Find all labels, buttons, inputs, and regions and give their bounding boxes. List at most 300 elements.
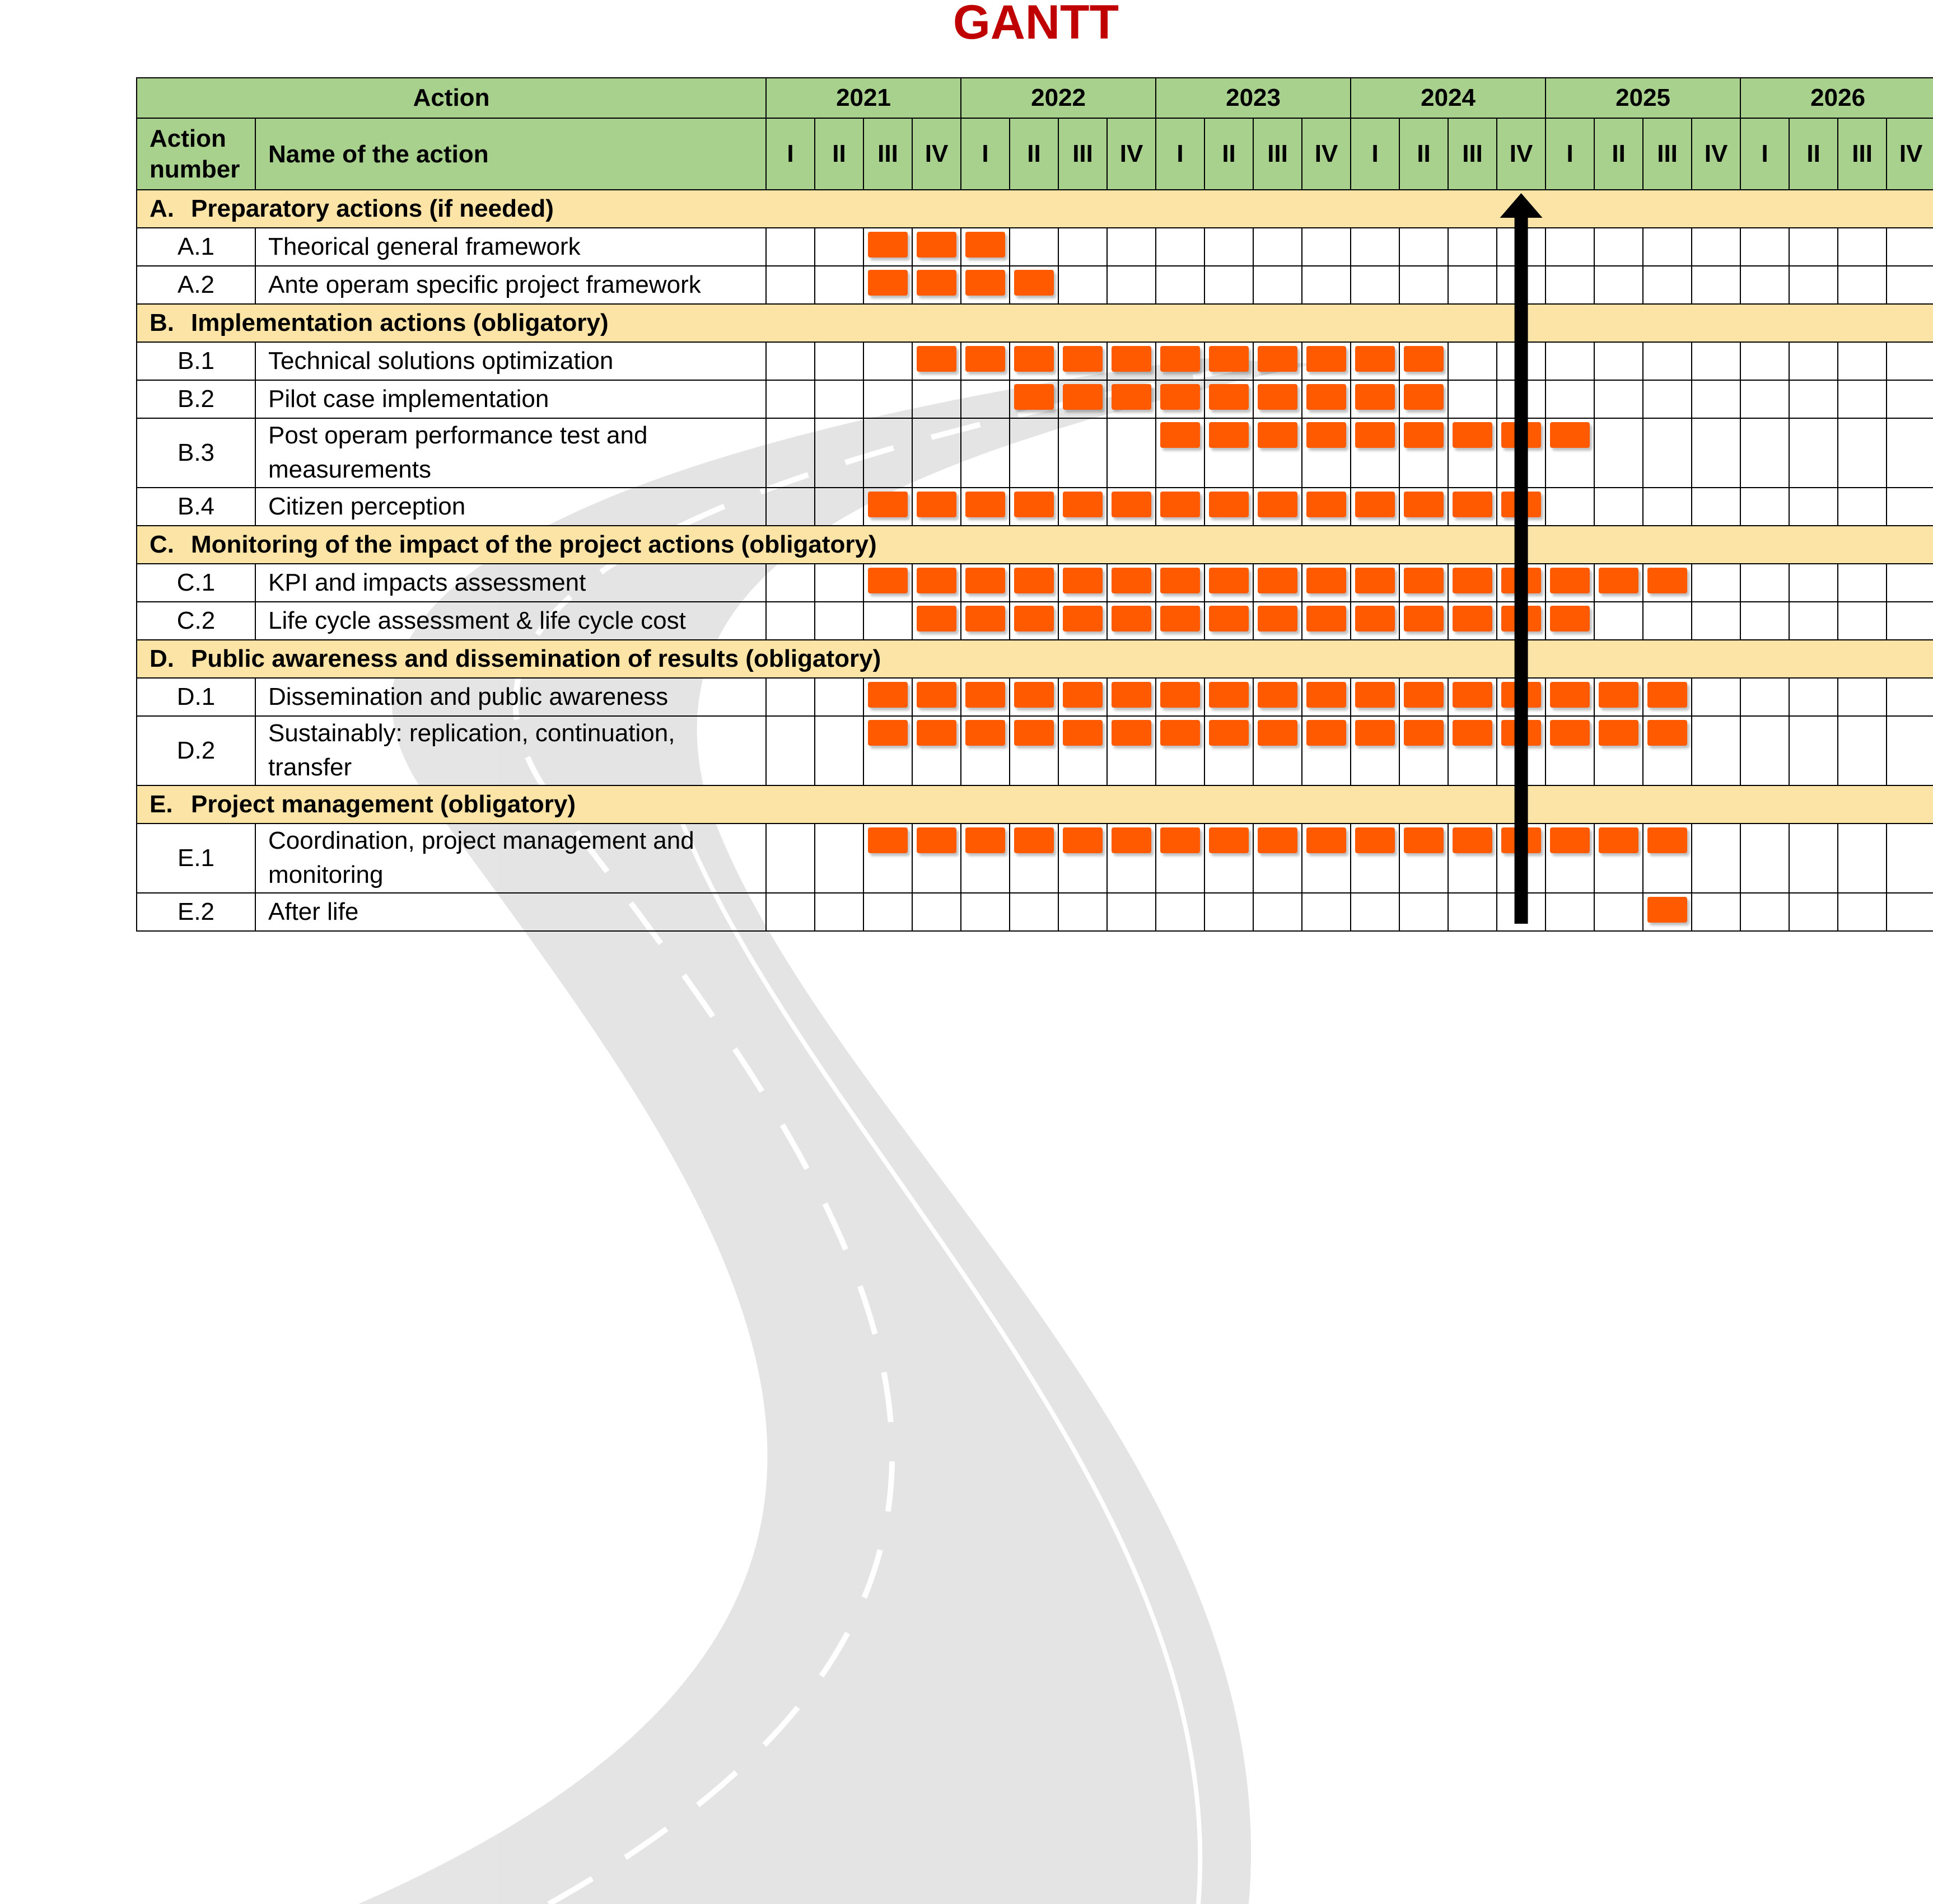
timeline-cell — [815, 342, 863, 380]
section-row — [137, 526, 1933, 564]
gantt-bar — [965, 346, 1005, 372]
timeline-cell — [1058, 228, 1107, 266]
timeline-cell — [1789, 824, 1838, 893]
timeline-cell — [961, 418, 1010, 488]
timeline-cell — [1204, 380, 1253, 418]
gantt-bar — [965, 568, 1005, 593]
timeline-cell — [1643, 564, 1692, 602]
section-title — [137, 304, 1933, 342]
gantt-bar — [1647, 720, 1687, 746]
timeline-cell — [1010, 266, 1058, 304]
timeline-cell — [1448, 380, 1497, 418]
header-quarter-2021-I: I — [766, 118, 815, 190]
section-title — [137, 526, 1933, 564]
timeline-cell — [1351, 602, 1399, 640]
gantt-bar — [868, 568, 908, 593]
timeline-cell — [1594, 380, 1643, 418]
timeline-cell — [1887, 488, 1933, 526]
header-quarter-2026-IV: IV — [1887, 118, 1933, 190]
timeline-cell — [1010, 228, 1058, 266]
timeline-cell — [1448, 824, 1497, 893]
timeline-cell — [1887, 342, 1933, 380]
gantt-bar — [1063, 492, 1103, 517]
gantt-bar — [1112, 568, 1151, 593]
gantt-bar — [1501, 827, 1541, 853]
header-year-2024: 2024 — [1351, 78, 1546, 118]
section-title — [137, 785, 1933, 824]
timeline-cell — [1399, 228, 1448, 266]
gantt-bar — [1014, 606, 1054, 631]
action-name: Theorical general framework — [255, 228, 766, 266]
timeline-cell — [1838, 266, 1887, 304]
gantt-bar — [1209, 346, 1249, 372]
gantt-bar — [1453, 827, 1492, 853]
gantt-bar — [1258, 682, 1297, 708]
gantt-bar — [1501, 606, 1541, 631]
gantt-bar — [1160, 827, 1200, 853]
timeline-cell — [1302, 602, 1351, 640]
timeline-cell — [1302, 228, 1351, 266]
gantt-bar — [1160, 682, 1200, 708]
gantt-bar — [917, 492, 956, 517]
gantt-bar — [1355, 384, 1395, 410]
gantt-bar — [1404, 346, 1444, 372]
timeline-cell — [1302, 678, 1351, 716]
gantt-bar — [1355, 827, 1395, 853]
gantt-bar — [1258, 492, 1297, 517]
header-quarter-2025-I: I — [1546, 118, 1594, 190]
timeline-cell — [912, 678, 961, 716]
timeline-cell — [1107, 266, 1156, 304]
action-row — [137, 266, 1933, 304]
gantt-bar — [965, 232, 1005, 258]
timeline-cell — [1156, 716, 1204, 785]
timeline-cell — [1740, 418, 1789, 488]
timeline-cell — [1156, 228, 1204, 266]
page-title: GANTT — [953, 0, 1119, 49]
gantt-bar — [965, 492, 1005, 517]
gantt-bar — [1063, 606, 1103, 631]
action-row — [137, 564, 1933, 602]
timeline-cell — [1302, 380, 1351, 418]
gantt-bar — [1404, 720, 1444, 746]
timeline-cell — [1692, 418, 1740, 488]
timeline-cell — [766, 716, 815, 785]
timeline-cell — [1010, 602, 1058, 640]
header-quarter-2022-III: III — [1058, 118, 1107, 190]
gantt-bar — [1306, 606, 1346, 631]
gantt-bar — [917, 346, 956, 372]
timeline-cell — [961, 716, 1010, 785]
gantt-bar — [1501, 682, 1541, 708]
gantt-bar — [1501, 568, 1541, 593]
timeline-cell — [1546, 342, 1594, 380]
timeline-cell — [1302, 418, 1351, 488]
timeline-cell — [1887, 418, 1933, 488]
timeline-cell — [1887, 380, 1933, 418]
gantt-bar — [1160, 346, 1200, 372]
action-name: Life cycle assessment & life cycle cost — [255, 602, 766, 640]
timeline-cell — [1010, 678, 1058, 716]
gantt-bar — [1209, 492, 1249, 517]
timeline-cell — [1253, 564, 1302, 602]
gantt-bar — [1258, 720, 1297, 746]
timeline-cell — [961, 824, 1010, 893]
gantt-bar — [868, 270, 908, 296]
timeline-cell — [1448, 564, 1497, 602]
timeline-cell — [815, 716, 863, 785]
timeline-cell — [1204, 602, 1253, 640]
action-name: Technical solutions optimization — [255, 342, 766, 380]
gantt-bar — [1550, 568, 1590, 593]
gantt-bar — [1404, 606, 1444, 631]
timeline-cell — [1156, 266, 1204, 304]
timeline-cell — [863, 602, 912, 640]
timeline-cell — [1156, 564, 1204, 602]
timeline-cell — [1546, 678, 1594, 716]
action-number: B.4 — [137, 488, 255, 526]
timeline-cell — [1546, 266, 1594, 304]
timeline-cell — [1692, 602, 1740, 640]
header-quarter-2026-III: III — [1838, 118, 1887, 190]
section-row — [137, 640, 1933, 678]
timeline-cell — [1643, 380, 1692, 418]
gantt-bar — [1258, 568, 1297, 593]
timeline-cell — [1253, 266, 1302, 304]
action-row — [137, 824, 1933, 893]
action-row — [137, 488, 1933, 526]
action-name: KPI and impacts assessment — [255, 564, 766, 602]
action-name: Dissemination and public awareness — [255, 678, 766, 716]
timeline-cell — [961, 602, 1010, 640]
action-name: Citizen perception — [255, 488, 766, 526]
timeline-cell — [1253, 488, 1302, 526]
timeline-cell — [1838, 678, 1887, 716]
timeline-cell — [1204, 893, 1253, 931]
gantt-bar — [1160, 492, 1200, 517]
timeline-cell — [1448, 678, 1497, 716]
timeline-cell — [1643, 228, 1692, 266]
timeline-cell — [912, 418, 961, 488]
action-name: After life — [255, 893, 766, 931]
timeline-cell — [815, 893, 863, 931]
timeline-cell — [1058, 824, 1107, 893]
action-row — [137, 893, 1933, 931]
timeline-cell — [1010, 418, 1058, 488]
header-year-2021: 2021 — [766, 78, 961, 118]
timeline-cell — [1010, 342, 1058, 380]
timeline-cell — [1351, 893, 1399, 931]
timeline-cell — [961, 266, 1010, 304]
timeline-cell — [1594, 678, 1643, 716]
timeline-cell — [1838, 342, 1887, 380]
timeline-cell — [766, 266, 815, 304]
timeline-cell — [961, 893, 1010, 931]
section-label: Monitoring of the impact of the project actions (obligatory) — [191, 531, 877, 559]
timeline-cell — [1497, 678, 1546, 716]
header-quarter-2026-I: I — [1740, 118, 1789, 190]
gantt-bar — [1112, 384, 1151, 410]
timeline-cell — [1204, 488, 1253, 526]
timeline-cell — [863, 228, 912, 266]
timeline-cell — [961, 488, 1010, 526]
gantt-bar — [1404, 682, 1444, 708]
timeline-cell — [1740, 824, 1789, 893]
timeline-cell — [1789, 716, 1838, 785]
timeline-cell — [1789, 380, 1838, 418]
timeline-cell — [1789, 266, 1838, 304]
gantt-bar — [1453, 492, 1492, 517]
gantt-bar — [1453, 422, 1492, 448]
action-number: D.2 — [137, 716, 255, 785]
timeline-cell — [1789, 678, 1838, 716]
timeline-cell — [1351, 228, 1399, 266]
timeline-cell — [1058, 418, 1107, 488]
action-number: B.3 — [137, 418, 255, 488]
timeline-cell — [1399, 716, 1448, 785]
timeline-cell — [1887, 678, 1933, 716]
gantt-bar — [868, 682, 908, 708]
timeline-cell — [1253, 342, 1302, 380]
gantt-bar — [1112, 346, 1151, 372]
timeline-cell — [1302, 893, 1351, 931]
gantt-bar — [1306, 568, 1346, 593]
timeline-cell — [1497, 488, 1546, 526]
timeline-cell — [1058, 893, 1107, 931]
timeline-cell — [912, 602, 961, 640]
timeline-cell — [1643, 266, 1692, 304]
header-year-2023: 2023 — [1156, 78, 1351, 118]
gantt-bar — [1209, 568, 1249, 593]
timeline-cell — [1887, 266, 1933, 304]
timeline-cell — [1399, 564, 1448, 602]
gantt-bar — [1599, 682, 1638, 708]
timeline-cell — [1594, 564, 1643, 602]
timeline-cell — [1497, 602, 1546, 640]
gantt-bar — [1355, 568, 1395, 593]
timeline-cell — [1594, 228, 1643, 266]
timeline-cell — [912, 893, 961, 931]
gantt-bar — [1501, 720, 1541, 746]
timeline-cell — [1887, 564, 1933, 602]
gantt-bar — [1160, 568, 1200, 593]
gantt-bar — [1160, 720, 1200, 746]
timeline-cell — [1594, 824, 1643, 893]
gantt-bar — [1404, 568, 1444, 593]
gantt-bar — [1599, 720, 1638, 746]
timeline-cell — [1107, 564, 1156, 602]
timeline-cell — [1546, 380, 1594, 418]
section-row — [137, 785, 1933, 824]
gantt-bar — [965, 720, 1005, 746]
timeline-cell — [1692, 342, 1740, 380]
gantt-bar — [1014, 346, 1054, 372]
timeline-cell — [1789, 418, 1838, 488]
timeline-cell — [815, 488, 863, 526]
timeline-cell — [961, 342, 1010, 380]
gantt-bar — [1209, 720, 1249, 746]
timeline-cell — [1351, 678, 1399, 716]
timeline-cell — [1740, 488, 1789, 526]
gantt-bar — [1258, 422, 1297, 448]
timeline-cell — [1497, 893, 1546, 931]
section-row — [137, 190, 1933, 228]
timeline-cell — [1156, 342, 1204, 380]
gantt-bar — [1209, 422, 1249, 448]
action-number: A.1 — [137, 228, 255, 266]
gantt-bar — [1209, 606, 1249, 631]
header-quarter-2021-III: III — [863, 118, 912, 190]
timeline-cell — [1302, 564, 1351, 602]
timeline-cell — [1156, 824, 1204, 893]
gantt-bar — [965, 827, 1005, 853]
gantt-bar — [1063, 346, 1103, 372]
timeline-cell — [1887, 716, 1933, 785]
header-year-2026: 2026 — [1740, 78, 1933, 118]
action-number: B.1 — [137, 342, 255, 380]
header-quarter-2024-I: I — [1351, 118, 1399, 190]
timeline-cell — [1546, 228, 1594, 266]
timeline-cell — [863, 716, 912, 785]
section-label: Project management (obligatory) — [191, 790, 576, 818]
timeline-cell — [1740, 893, 1789, 931]
timeline-cell — [1546, 488, 1594, 526]
timeline-cell — [1692, 488, 1740, 526]
timeline-cell — [1448, 418, 1497, 488]
timeline-cell — [912, 824, 961, 893]
timeline-cell — [1594, 893, 1643, 931]
timeline-cell — [1692, 564, 1740, 602]
header-quarter-2024-III: III — [1448, 118, 1497, 190]
gantt-bar — [1112, 606, 1151, 631]
timeline-cell — [1740, 678, 1789, 716]
timeline-cell — [1204, 716, 1253, 785]
timeline-cell — [1156, 602, 1204, 640]
gantt-bar — [1306, 492, 1346, 517]
timeline-cell — [1448, 342, 1497, 380]
timeline-cell — [1351, 564, 1399, 602]
timeline-cell — [1594, 602, 1643, 640]
timeline-cell — [1302, 716, 1351, 785]
timeline-cell — [912, 342, 961, 380]
timeline-cell — [1546, 893, 1594, 931]
timeline-cell — [1302, 266, 1351, 304]
timeline-cell — [1789, 564, 1838, 602]
gantt-bar — [1355, 346, 1395, 372]
timeline-cell — [1692, 228, 1740, 266]
timeline-cell — [1253, 418, 1302, 488]
gantt-bar — [965, 682, 1005, 708]
timeline-cell — [1351, 266, 1399, 304]
gantt-bar — [1647, 827, 1687, 853]
gantt-bar — [1355, 720, 1395, 746]
timeline-cell — [912, 716, 961, 785]
section-label: Implementation actions (obligatory) — [191, 309, 609, 337]
gantt-bar — [1306, 827, 1346, 853]
timeline-cell — [815, 824, 863, 893]
timeline-cell — [1448, 266, 1497, 304]
gantt-bar — [1306, 346, 1346, 372]
gantt-bar — [1209, 827, 1249, 853]
timeline-cell — [1740, 342, 1789, 380]
timeline-cell — [1010, 564, 1058, 602]
timeline-cell — [1058, 602, 1107, 640]
gantt-table — [136, 77, 1933, 932]
timeline-cell — [1740, 380, 1789, 418]
timeline-cell — [1107, 602, 1156, 640]
gantt-bar — [1160, 606, 1200, 631]
timeline-cell — [1740, 564, 1789, 602]
timeline-cell — [1058, 488, 1107, 526]
timeline-cell — [1546, 418, 1594, 488]
timeline-cell — [1351, 380, 1399, 418]
gantt-bar — [1550, 606, 1590, 631]
header-quarter-2023-I: I — [1156, 118, 1204, 190]
timeline-cell — [1204, 418, 1253, 488]
section-code: B. — [150, 309, 174, 337]
gantt-bar — [1014, 827, 1054, 853]
timeline-cell — [1692, 716, 1740, 785]
header-quarter-2023-III: III — [1253, 118, 1302, 190]
gantt-bar — [1112, 492, 1151, 517]
gantt-bar — [1453, 606, 1492, 631]
action-number: E.2 — [137, 893, 255, 931]
gantt-bar — [1014, 568, 1054, 593]
timeline-cell — [815, 228, 863, 266]
gantt-bar — [965, 606, 1005, 631]
timeline-cell — [815, 266, 863, 304]
timeline-cell — [1497, 266, 1546, 304]
timeline-cell — [1253, 716, 1302, 785]
gantt-bar — [917, 827, 956, 853]
gantt-bar — [1355, 682, 1395, 708]
gantt-bar — [1112, 827, 1151, 853]
timeline-cell — [912, 380, 961, 418]
timeline-cell — [1692, 824, 1740, 893]
header-quarter-2025-IV: IV — [1692, 118, 1740, 190]
timeline-cell — [1107, 380, 1156, 418]
timeline-cell — [1838, 488, 1887, 526]
timeline-cell — [1789, 228, 1838, 266]
gantt-bar — [868, 827, 908, 853]
timeline-cell — [1107, 342, 1156, 380]
timeline-cell — [1058, 380, 1107, 418]
gantt-bar — [965, 270, 1005, 296]
gantt-bar — [1112, 720, 1151, 746]
timeline-cell — [1789, 342, 1838, 380]
header-quarter-2025-III: III — [1643, 118, 1692, 190]
gantt-bar — [1209, 682, 1249, 708]
timeline-cell — [1643, 488, 1692, 526]
timeline-cell — [1838, 564, 1887, 602]
gantt-bar — [1404, 422, 1444, 448]
gantt-bar — [1404, 384, 1444, 410]
timeline-cell — [1692, 380, 1740, 418]
timeline-cell — [1204, 824, 1253, 893]
timeline-cell — [1351, 824, 1399, 893]
timeline-cell — [1838, 716, 1887, 785]
gantt-bar — [1063, 827, 1103, 853]
timeline-cell — [1351, 716, 1399, 785]
timeline-cell — [766, 380, 815, 418]
timeline-cell — [912, 266, 961, 304]
timeline-cell — [815, 678, 863, 716]
timeline-cell — [1399, 602, 1448, 640]
timeline-cell — [1643, 824, 1692, 893]
gantt-bar — [868, 720, 908, 746]
action-number: C.1 — [137, 564, 255, 602]
gantt-bar — [1355, 492, 1395, 517]
